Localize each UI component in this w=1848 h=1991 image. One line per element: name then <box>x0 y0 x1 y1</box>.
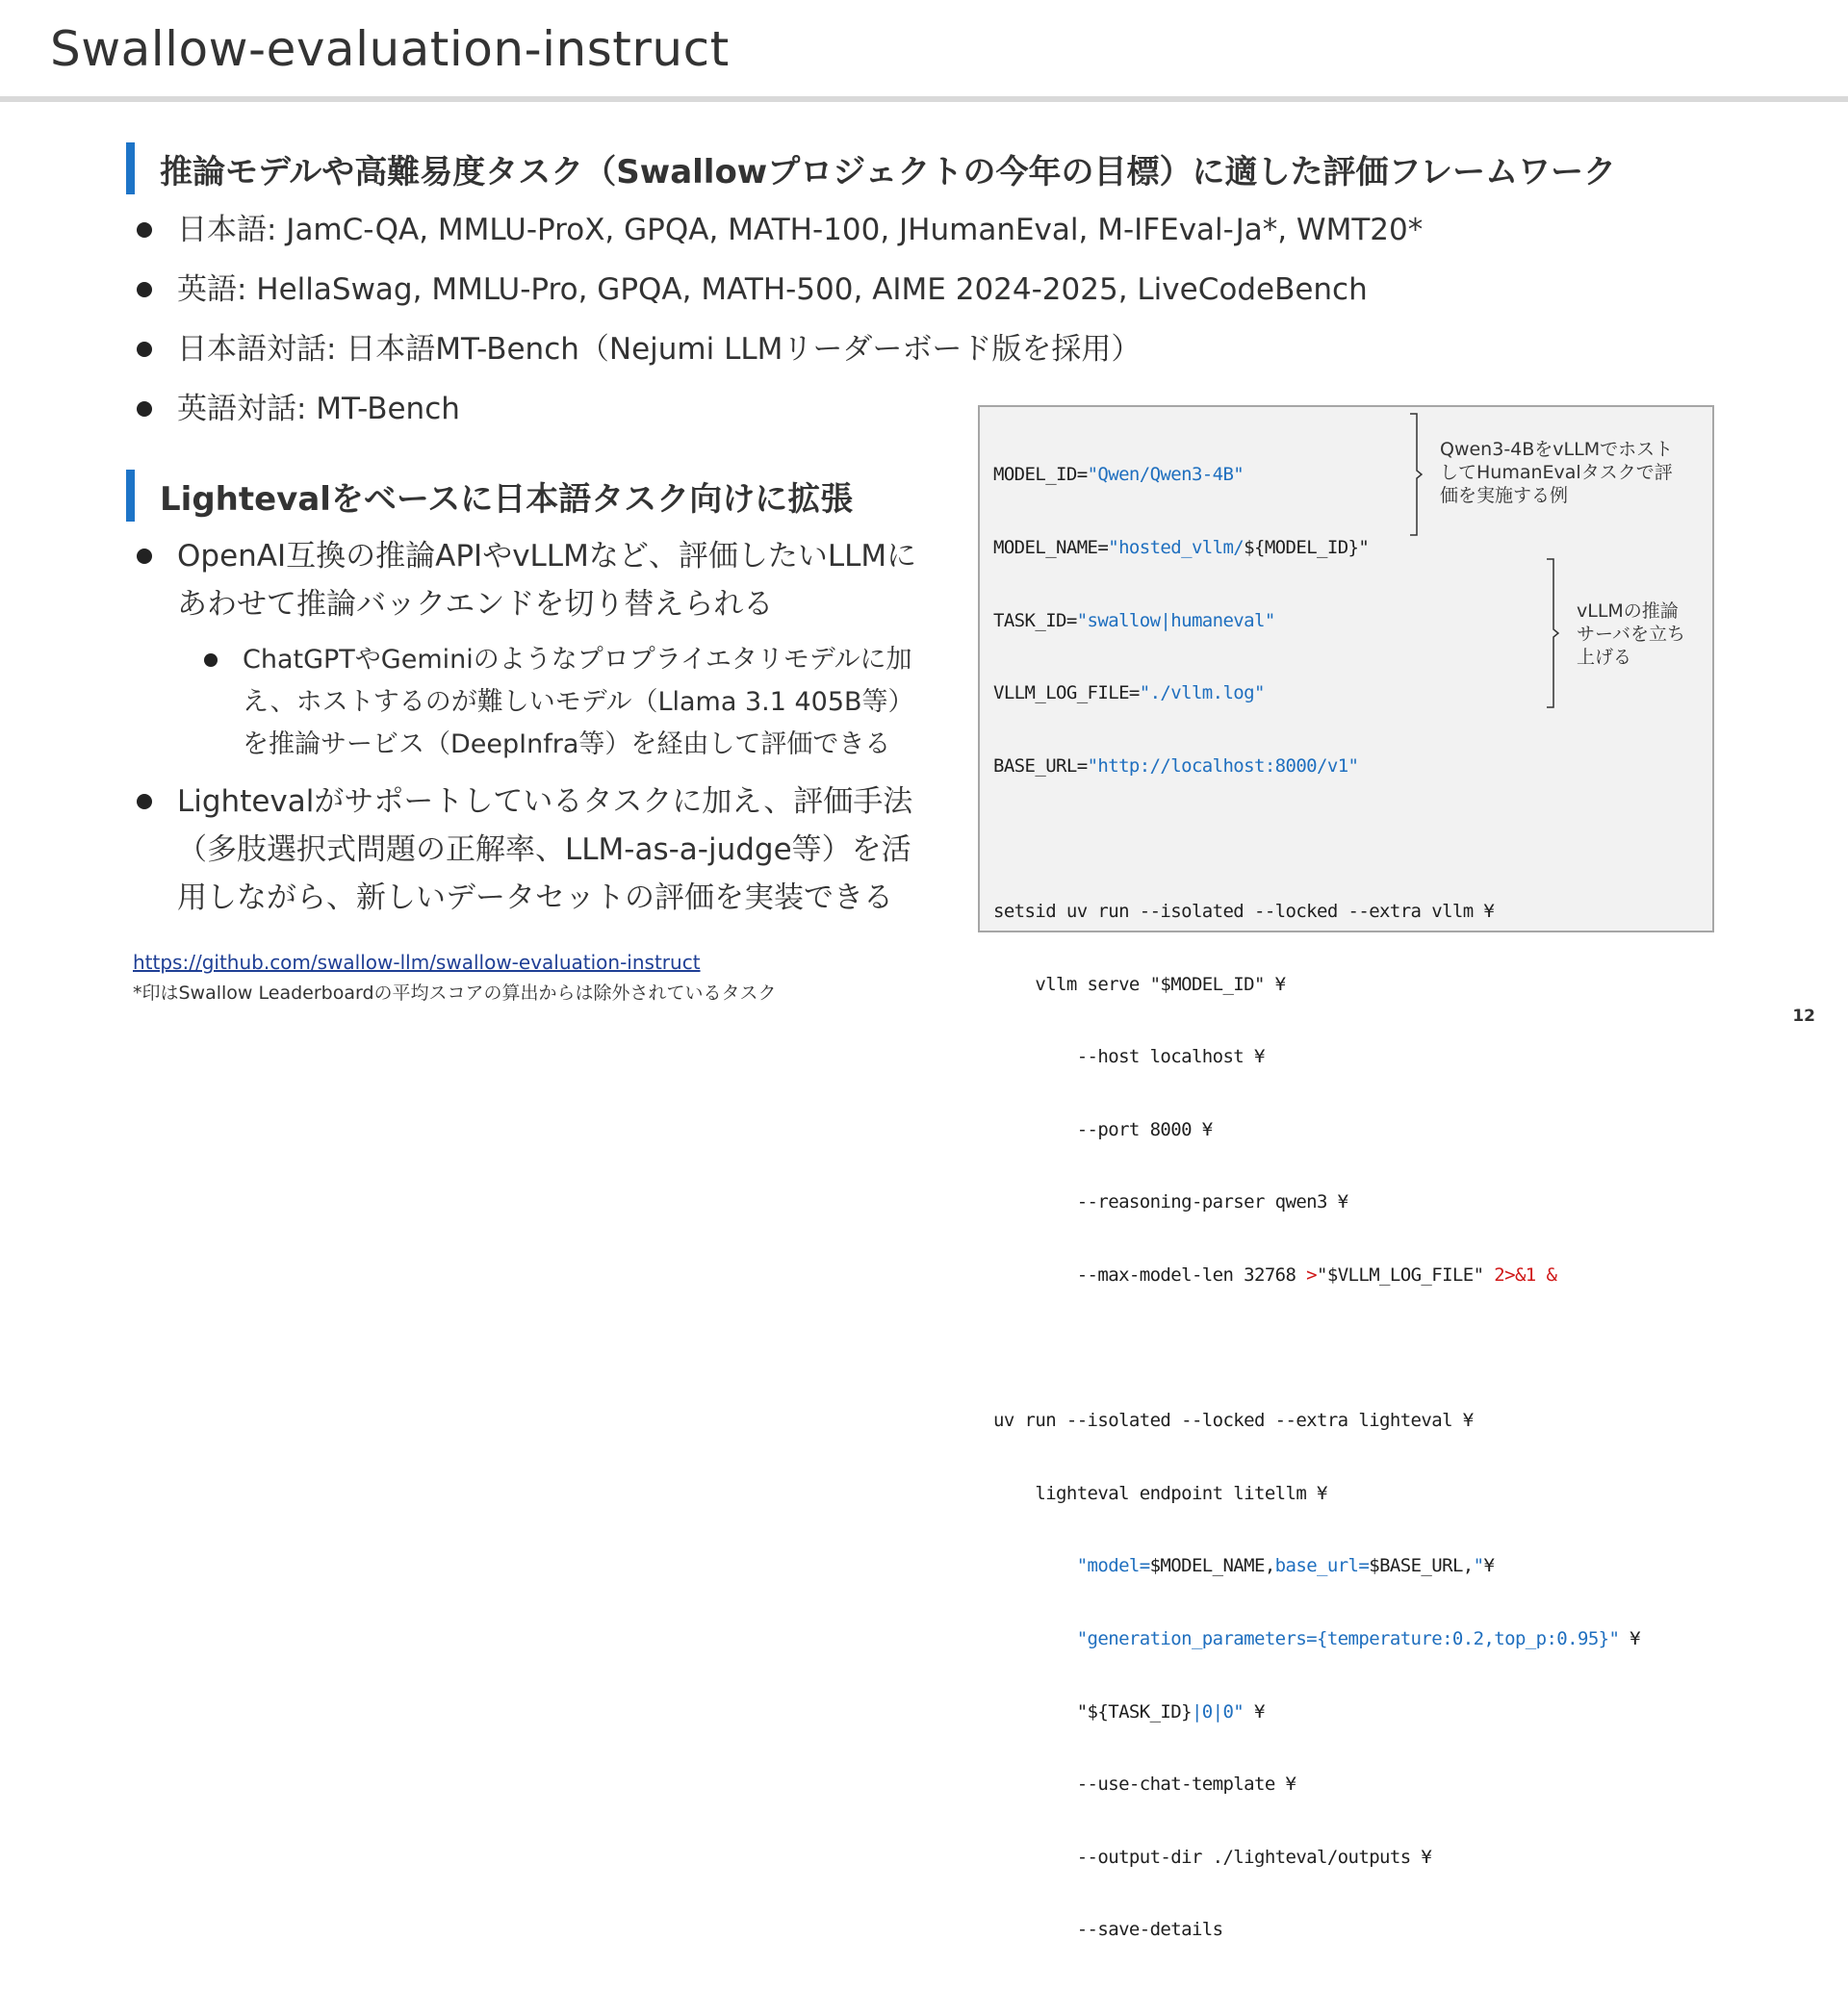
code-line: setsid uv run --isolated --locked --extra vllm ¥ <box>993 900 1495 922</box>
code-line: --host localhost ¥ <box>993 1046 1265 1068</box>
code-line: "${TASK_ID}|0|0" ¥ <box>993 1700 1265 1723</box>
list-item <box>133 325 1141 373</box>
annotation-note-2 <box>1577 600 1685 669</box>
list-item <box>133 206 1423 254</box>
code-line: MODEL_ID="Qwen/Qwen3-4B" <box>993 464 1245 486</box>
code-line: vllm serve "$MODEL_ID" ¥ <box>993 973 1286 995</box>
bullet-text <box>177 778 912 922</box>
footnote: *印はSwallow Leaderboardの平均スコアの算出からは除外されているタスク <box>133 983 777 1004</box>
annotation-note-1 <box>1440 438 1673 507</box>
code-line: "model=$MODEL_NAME,base_url=$BASE_URL,"¥ <box>993 1555 1495 1577</box>
annotation-line: 価を実施する例 <box>1440 485 1569 506</box>
list-item <box>133 532 916 628</box>
section1-heading <box>126 142 1616 194</box>
annotation-line: Qwen3-4BをvLLMでホスト <box>1440 439 1674 460</box>
bullet-dot-icon <box>137 549 152 564</box>
code-block <box>993 415 1640 1991</box>
bullet-line: を推論サービス（DeepInfra等）を経由して評価できる <box>243 729 891 759</box>
bullet-text: 日本語: JamC-QA, MMLU-ProX, GPQA, MATH-100, JHumanEval, M-IFEval-Ja*, WMT20* <box>177 213 1424 247</box>
slide-title: Swallow-evaluation-instruct <box>50 21 730 77</box>
bullet-line: （多肢選択式問題の正解率、LLM-as-a-judge等）を活 <box>177 832 911 867</box>
bullet-dot-icon <box>137 282 152 297</box>
code-line: --port 8000 ¥ <box>993 1118 1213 1140</box>
sub-bullet-text <box>243 639 914 766</box>
title-divider <box>0 96 1848 102</box>
bullet-line: え、ホストするのが難しいモデル（Llama 3.1 405B等） <box>243 687 914 717</box>
code-line: TASK_ID="swallow|humaneval" <box>993 609 1275 631</box>
list-item <box>133 778 912 922</box>
code-line: --use-chat-template ¥ <box>993 1774 1296 1796</box>
annotation-line: サーバを立ち <box>1577 624 1686 645</box>
right-brace-icon <box>1546 558 1559 708</box>
code-example-box <box>978 405 1714 1941</box>
code-blank-line <box>993 1337 1640 1361</box>
bullet-text <box>177 532 916 628</box>
code-line: MODEL_NAME="hosted_vllm/${MODEL_ID}" <box>993 537 1370 558</box>
bullet-text: 英語: HellaSwag, MMLU-Pro, GPQA, MATH-500, AIME 2024-2025, LiveCodeBench <box>177 272 1368 307</box>
bullet-line: Lightevalがサポートしているタスクに加え、評価手法 <box>177 784 913 819</box>
page-number: 12 <box>1792 1007 1815 1026</box>
code-line: --save-details <box>993 1919 1223 1941</box>
sub-list-item <box>204 639 914 766</box>
code-line: uv run --isolated --locked --extra lighteval ¥ <box>993 1410 1474 1432</box>
right-brace-icon <box>1409 413 1423 536</box>
code-line: BASE_URL="http://localhost:8000/v1" <box>993 754 1359 777</box>
bullet-line: OpenAI互換の推論APIやvLLMなど、評価したいLLMに <box>177 539 917 574</box>
heading-accent-bar <box>126 470 135 522</box>
bullet-line: 用しながら、新しいデータセットの評価を実装できる <box>177 881 893 915</box>
code-line: --output-dir ./lighteval/outputs ¥ <box>993 1846 1432 1868</box>
annotation-line: vLLMの推論 <box>1577 600 1679 622</box>
annotation-line: 上げる <box>1577 647 1632 668</box>
bullet-text: 英語対話: MT-Bench <box>177 392 460 426</box>
code-line: lighteval endpoint litellm ¥ <box>993 1482 1327 1504</box>
bullet-dot-icon <box>137 401 152 417</box>
list-item <box>133 266 1368 314</box>
code-line: "generation_parameters={temperature:0.2,top_p:0.95}" ¥ <box>993 1627 1641 1649</box>
bullet-dot-icon <box>137 794 152 809</box>
bullet-line: ChatGPTやGeminiのようなプロプライエタリモデルに加 <box>243 645 912 675</box>
code-blank-line <box>993 827 1640 851</box>
code-line: --max-model-len 32768 >"$VLLM_LOG_FILE" 2>&1 & <box>993 1264 1557 1286</box>
section2-heading-text: Lightevalをベースに日本語タスク向けに拡張 <box>160 479 854 519</box>
code-line: --reasoning-parser qwen3 ¥ <box>993 1191 1348 1213</box>
heading-accent-bar <box>126 142 135 194</box>
code-line: VLLM_LOG_FILE="./vllm.log" <box>993 682 1265 704</box>
section1-heading-text: 推論モデルや高難易度タスク（Swallowプロジェクトの今年の目標）に適した評価フレームワーク <box>160 152 1617 191</box>
list-item <box>133 385 460 433</box>
bullet-dot-icon <box>137 342 152 357</box>
bullet-dot-icon <box>137 222 152 238</box>
bullet-text: 日本語対話: 日本語MT-Bench（Nejumi LLMリーダーボード版を採用） <box>177 332 1142 367</box>
annotation-line: してHumanEvalタスクで評 <box>1440 462 1673 483</box>
bullet-line: あわせて推論バックエンドを切り替えられる <box>177 587 774 622</box>
github-link[interactable]: https://github.com/swallow-llm/swallow-evaluation-instruct <box>133 951 701 974</box>
bullet-dot-icon <box>204 653 218 667</box>
section2-heading <box>126 470 853 522</box>
